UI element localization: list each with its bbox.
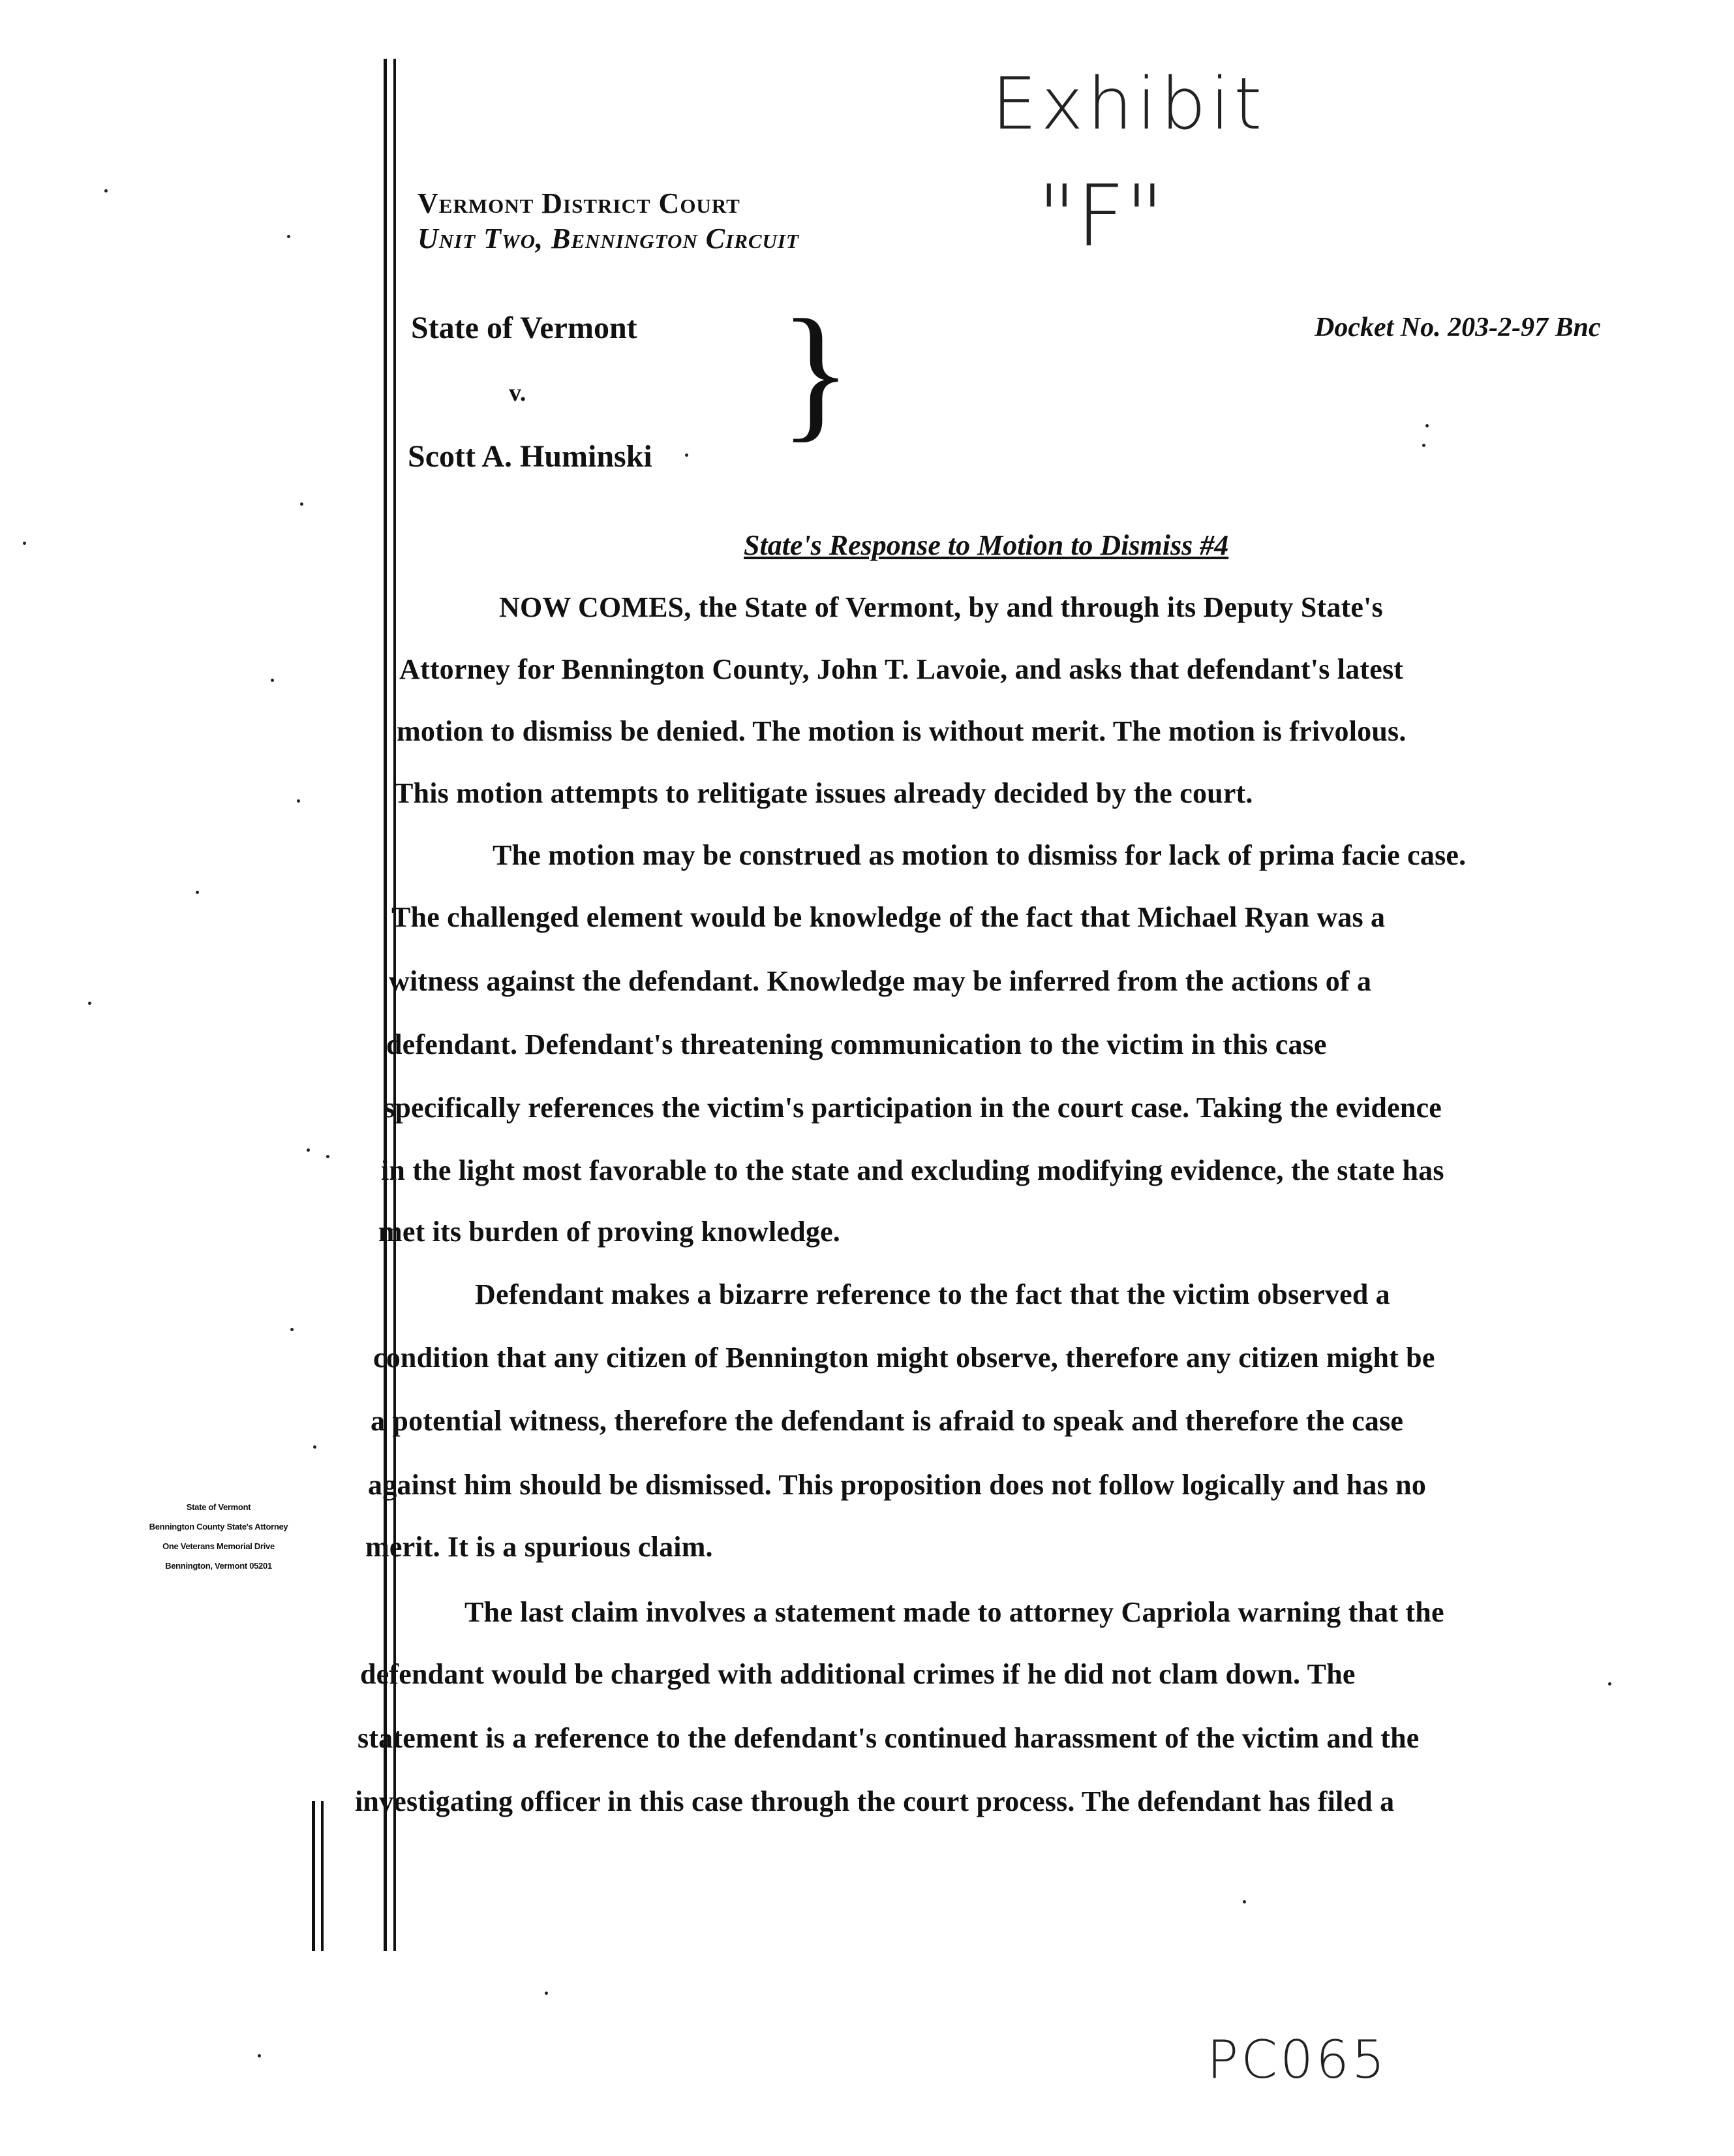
page-reference-handwriting: PC065	[1207, 2029, 1388, 2090]
scan-speck	[313, 1445, 316, 1449]
body-line: defendant. Defendant's threatening communication to the victim in this case	[386, 1028, 1327, 1060]
body-line: a potential witness, therefore the defendant is afraid to speak and therefore the case	[371, 1405, 1404, 1437]
margin-rule-lower-right	[321, 1801, 324, 1951]
body-line: The challenged element would be knowledge of the fact that Michael Ryan was a	[391, 901, 1386, 933]
scan-speck	[23, 542, 26, 545]
scan-speck	[326, 1155, 329, 1158]
body-line: The last claim involves a statement made to attorney Capriola warning that the	[464, 1596, 1444, 1628]
body-line: statement is a reference to the defendant's continued harassment of the victim and the	[357, 1722, 1420, 1754]
letterhead-line-2: Bennington County State's Attorney	[149, 1522, 288, 1532]
body-line: condition that any citizen of Bennington might observe, therefore any citizen might be	[373, 1342, 1435, 1374]
body-line: investigating officer in this case through the court process. The defendant has filed a	[355, 1785, 1395, 1817]
scan-speck	[545, 1992, 548, 1995]
case-plaintiff: State of Vermont	[411, 311, 637, 345]
body-line: This motion attempts to relitigate issues already decided by the court.	[394, 777, 1253, 809]
body-line: specifically references the victim's participation in the court case. Taking the evidence	[384, 1092, 1442, 1124]
body-line: witness against the defendant. Knowledge may be inferred from the actions of a	[389, 965, 1372, 997]
scan-speck	[258, 2054, 261, 2057]
body-line: met its burden of proving knowledge.	[378, 1216, 840, 1248]
body-line: against him should be dismissed. This proposition does not follow logically and has no	[368, 1469, 1427, 1501]
caption-bracket: }	[780, 288, 852, 455]
letterhead-line-4: Bennington, Vermont 05201	[165, 1561, 272, 1571]
exhibit-letter-handwriting: "F"	[1037, 166, 1164, 266]
scan-speck	[1243, 1900, 1246, 1903]
scan-speck	[1608, 1682, 1611, 1686]
margin-rule-lower-left	[312, 1801, 315, 1951]
letterhead	[117, 1498, 320, 1576]
court-heading	[418, 186, 799, 256]
scan-speck	[1422, 444, 1425, 447]
scan-speck	[297, 799, 300, 803]
body-line: defendant would be charged with additional crimes if he did not clam down. The	[360, 1658, 1356, 1690]
letterhead-line-1: State of Vermont	[186, 1502, 251, 1512]
body-line: Attorney for Bennington County, John T. Lavoie, and asks that defendant's latest	[399, 653, 1404, 685]
body-line: in the light most favorable to the state and excluding modifying evidence, the state has	[381, 1154, 1444, 1186]
scan-speck	[290, 1328, 294, 1331]
body-line: The motion may be construed as motion to dismiss for lack of prima facie case.	[493, 839, 1467, 871]
body-line: NOW COMES, the State of Vermont, by and through its Deputy State's	[499, 591, 1383, 623]
scan-speck	[300, 502, 303, 506]
court-unit: Unit Two, Bennington Circuit	[418, 223, 799, 254]
scan-speck	[1425, 424, 1429, 427]
body-line: merit. It is a spurious claim.	[365, 1531, 713, 1563]
body-line: Defendant makes a bizarre reference to the fact that the victim observed a	[475, 1278, 1390, 1310]
scan-speck	[104, 189, 108, 192]
case-versus: v.	[509, 379, 526, 407]
letterhead-line-3: One Veterans Memorial Drive	[162, 1541, 275, 1551]
scan-speck	[307, 1148, 310, 1152]
exhibit-handwriting: Exhibit	[992, 62, 1266, 146]
docket-number: Docket No. 203-2-97 Bnc	[1315, 313, 1601, 343]
case-defendant: Scott A. Huminski	[408, 439, 652, 474]
court-name: Vermont District Court	[418, 187, 740, 219]
body-line: motion to dismiss be denied. The motion is without merit. The motion is frivolous.	[397, 715, 1407, 747]
scan-speck	[88, 1002, 91, 1005]
scan-speck	[196, 891, 199, 894]
scan-speck	[287, 235, 290, 238]
scan-speck	[271, 679, 274, 682]
document-title: State's Response to Motion to Dismiss #4	[744, 529, 1229, 561]
scan-speck	[685, 454, 688, 457]
